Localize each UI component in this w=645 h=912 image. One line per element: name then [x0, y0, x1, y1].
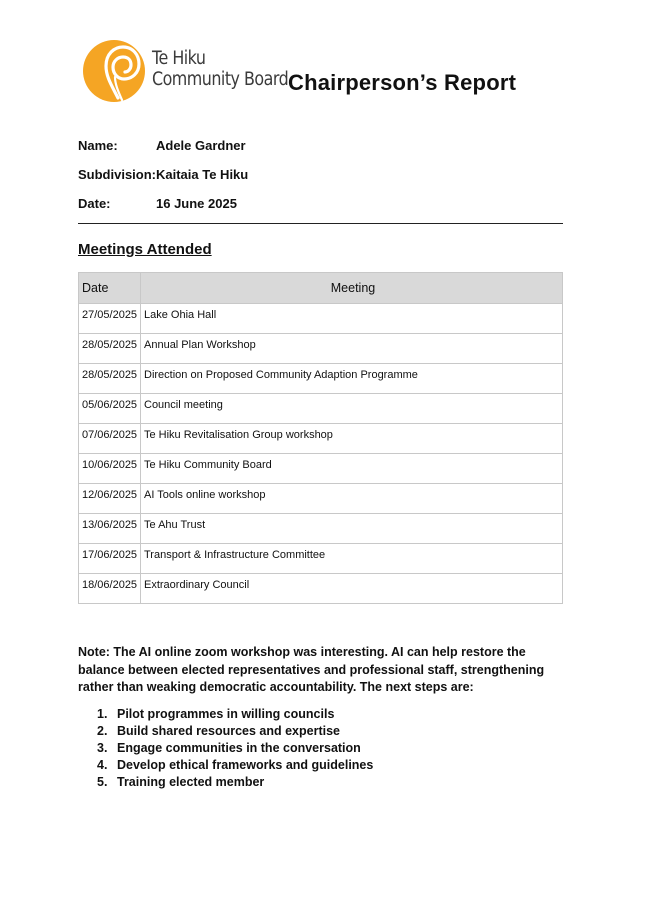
meeting-name: Transport & Infrastructure Committee	[141, 544, 563, 574]
meetings-heading: Meetings Attended	[78, 241, 212, 258]
step-number: 3.	[97, 741, 108, 755]
meeting-date: 13/06/2025	[79, 514, 141, 544]
meeting-name: Council meeting	[141, 394, 563, 424]
step-text: Develop ethical frameworks and guidelines	[117, 758, 374, 772]
step-text: Training elected member	[117, 775, 265, 789]
meeting-date: 12/06/2025	[79, 484, 141, 514]
meeting-name: Direction on Proposed Community Adaption Programme	[141, 364, 563, 394]
list-item	[97, 774, 373, 791]
logo-line-2: Community Board	[152, 69, 289, 90]
next-steps-list	[97, 706, 373, 791]
report-title: Chairperson’s Report	[288, 70, 517, 95]
step-text: Build shared resources and expertise	[117, 724, 341, 738]
step-text: Pilot programmes in willing councils	[117, 707, 335, 721]
te-hiku-logo-icon	[82, 39, 146, 103]
subdivision-label: Subdivision:	[78, 167, 156, 182]
list-item	[97, 757, 373, 774]
subdivision-value: Kaitaia Te Hiku	[156, 167, 249, 182]
meeting-name: Extraordinary Council	[141, 574, 563, 604]
meeting-name: Te Hiku Community Board	[141, 454, 563, 484]
meeting-date: 18/06/2025	[79, 574, 141, 604]
step-number: 1.	[97, 707, 108, 721]
list-item	[97, 723, 373, 740]
table-header-row	[79, 273, 563, 304]
date-column-header: Date	[79, 273, 141, 304]
divider	[78, 223, 563, 224]
step-text: Engage communities in the conversation	[117, 741, 361, 755]
table-row	[79, 514, 563, 544]
meeting-date: 10/06/2025	[79, 454, 141, 484]
logo-line-1: Te Hiku	[152, 48, 206, 69]
name-label: Name:	[78, 138, 118, 153]
table-row	[79, 334, 563, 364]
table-row	[79, 574, 563, 604]
meeting-name: Annual Plan Workshop	[141, 334, 563, 364]
table-row	[79, 454, 563, 484]
meetings-table	[78, 272, 563, 604]
list-item	[97, 706, 373, 723]
step-number: 5.	[97, 775, 108, 789]
meeting-date: 05/06/2025	[79, 394, 141, 424]
date-label: Date:	[78, 196, 111, 211]
table-row	[79, 304, 563, 334]
name-value: Adele Gardner	[156, 138, 246, 153]
note-paragraph: Note: The AI online zoom workshop was interesting. AI can help restore the balance between elected representatives and professional staff, strengthening rather than weaking democratic accountability. The next steps are:	[78, 645, 545, 694]
meeting-name: AI Tools online workshop	[141, 484, 563, 514]
meeting-column-header: Meeting	[141, 273, 563, 304]
step-number: 4.	[97, 758, 108, 772]
list-item	[97, 740, 373, 757]
meeting-date: 27/05/2025	[79, 304, 141, 334]
meeting-name: Te Ahu Trust	[141, 514, 563, 544]
step-number: 2.	[97, 724, 108, 738]
meeting-date: 07/06/2025	[79, 424, 141, 454]
table-row	[79, 394, 563, 424]
table-row	[79, 364, 563, 394]
table-row	[79, 544, 563, 574]
table-row	[79, 484, 563, 514]
meeting-date: 28/05/2025	[79, 334, 141, 364]
date-value: 16 June 2025	[156, 196, 237, 211]
table-row	[79, 424, 563, 454]
meeting-name: Lake Ohia Hall	[141, 304, 563, 334]
meeting-name: Te Hiku Revitalisation Group workshop	[141, 424, 563, 454]
meeting-date: 28/05/2025	[79, 364, 141, 394]
meeting-date: 17/06/2025	[79, 544, 141, 574]
logo-wordmark	[152, 48, 288, 90]
